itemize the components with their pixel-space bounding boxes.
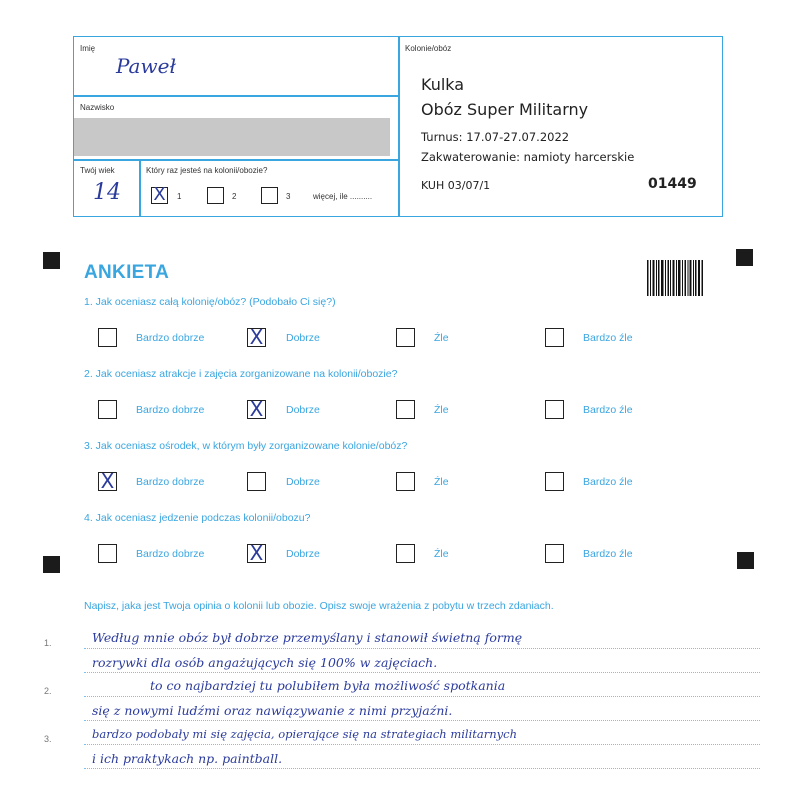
question-2: 2. Jak oceniasz atrakcje i zajęcia zorganizowane na kolonii/obozie? <box>84 368 398 380</box>
camp-name: Kulka <box>421 75 465 94</box>
visit-option-2: 2 <box>232 192 237 201</box>
header-line-2 <box>73 159 398 161</box>
q2-bardzo-zle-label: Bardzo źle <box>583 404 633 416</box>
line-number-3: 3. <box>44 734 52 744</box>
q1-dobrze-checkbox[interactable] <box>247 325 266 349</box>
q1-bardzo-dobrze-label: Bardzo dobrze <box>136 332 205 344</box>
q1-bardzo-zle-label: Bardzo źle <box>583 332 633 344</box>
x-mark-icon: X <box>153 184 166 205</box>
q2-bardzo-dobrze-checkbox[interactable] <box>98 400 117 419</box>
line-number-2: 2. <box>44 686 52 696</box>
wiek-value[interactable]: 14 <box>93 180 121 205</box>
wiecej-label: więcej, ile .......... <box>313 192 373 201</box>
imie-value[interactable]: Paweł <box>116 54 176 78</box>
answer-line-2 <box>84 672 760 673</box>
q2-zle-checkbox[interactable] <box>396 400 415 419</box>
registration-marker-tl <box>43 252 60 269</box>
q1-zle-label: Źle <box>434 332 449 344</box>
q4-bardzo-zle-checkbox[interactable] <box>545 544 564 563</box>
header-line-3 <box>139 159 141 217</box>
q2-bardzo-dobrze-label: Bardzo dobrze <box>136 404 205 416</box>
kolonia-label: Kolonie/obóz <box>405 44 452 53</box>
visit-option-3: 3 <box>286 192 291 201</box>
survey-title: ANKIETA <box>84 262 170 283</box>
barcode <box>647 260 703 296</box>
visit-checkbox-3[interactable] <box>261 187 278 204</box>
opinion-prompt: Napisz, jaka jest Twoja opinia o kolonii lub obozie. Opisz swoje wrażenia z pobytu w trzech zdaniach. <box>84 600 554 612</box>
q3-bardzo-zle-label: Bardzo źle <box>583 476 633 488</box>
registration-marker-tr <box>736 249 753 266</box>
header-divider <box>398 36 400 217</box>
q1-zle-checkbox[interactable] <box>396 328 415 347</box>
q2-dobrze-label: Dobrze <box>286 404 320 416</box>
registration-marker-ml <box>43 556 60 573</box>
q4-bardzo-zle-label: Bardzo źle <box>583 548 633 560</box>
q2-dobrze-checkbox[interactable] <box>247 397 266 421</box>
q4-zle-checkbox[interactable] <box>396 544 415 563</box>
x-mark-icon: X <box>100 469 115 493</box>
header-line-1 <box>73 95 398 97</box>
question-4: 4. Jak oceniasz jedzenie podczas kolonii/obozu? <box>84 512 311 524</box>
q3-zle-checkbox[interactable] <box>396 472 415 491</box>
camp-type: Obóz Super Militarny <box>421 100 589 119</box>
q4-bardzo-dobrze-checkbox[interactable] <box>98 544 117 563</box>
q4-dobrze-label: Dobrze <box>286 548 320 560</box>
camp-number: 01449 <box>648 176 697 192</box>
question-1: 1. Jak oceniasz całą kolonię/obóz? (Podobało Ci się?) <box>84 296 336 308</box>
answer-text-6[interactable]: i ich praktykach np. paintball. <box>92 751 283 766</box>
q3-bardzo-zle-checkbox[interactable] <box>545 472 564 491</box>
answer-line-6 <box>84 768 760 769</box>
q4-bardzo-dobrze-label: Bardzo dobrze <box>136 548 205 560</box>
visit-checkbox-2[interactable] <box>207 187 224 204</box>
x-mark-icon: X <box>249 397 264 421</box>
turnus: Turnus: 17.07-27.07.2022 <box>421 130 570 144</box>
q2-zle-label: Źle <box>434 404 449 416</box>
answer-text-4[interactable]: się z nowymi ludźmi oraz nawiązywanie z nimi przyjaźni. <box>92 703 453 718</box>
q3-bardzo-dobrze-label: Bardzo dobrze <box>136 476 205 488</box>
q4-dobrze-checkbox[interactable] <box>247 541 266 565</box>
q1-bardzo-zle-checkbox[interactable] <box>545 328 564 347</box>
question-3: 3. Jak oceniasz ośrodek, w którym były zorganizowane kolonie/obóz? <box>84 440 408 452</box>
visit-checkbox-1[interactable] <box>151 184 168 205</box>
q1-dobrze-label: Dobrze <box>286 332 320 344</box>
x-mark-icon: X <box>249 541 264 565</box>
line-number-1: 1. <box>44 638 52 648</box>
ktory-raz-label: Który raz jesteś na kolonii/obozie? <box>146 166 268 175</box>
answer-text-2[interactable]: rozrywki dla osób angażujących się 100% w zajęciach. <box>92 655 438 670</box>
x-mark-icon: X <box>249 325 264 349</box>
wiek-label: Twój wiek <box>80 166 115 175</box>
q1-bardzo-dobrze-checkbox[interactable] <box>98 328 117 347</box>
q3-dobrze-label: Dobrze <box>286 476 320 488</box>
q4-zle-label: Źle <box>434 548 449 560</box>
answer-line-4 <box>84 720 760 721</box>
q3-bardzo-dobrze-checkbox[interactable] <box>98 469 117 493</box>
camp-code: KUH 03/07/1 <box>421 179 491 192</box>
answer-text-5[interactable]: bardzo podobały mi się zajęcia, opierające się na strategiach militarnych <box>92 727 518 741</box>
q3-zle-label: Źle <box>434 476 449 488</box>
registration-marker-mr <box>737 552 754 569</box>
zakwaterowanie: Zakwaterowanie: namioty harcerskie <box>421 150 635 164</box>
answer-text-1[interactable]: Według mnie obóz był dobrze przemyślany i stanowił świetną formę <box>92 630 523 645</box>
answer-line-3 <box>84 696 760 697</box>
nazwisko-redacted <box>74 118 390 156</box>
answer-line-5 <box>84 744 760 745</box>
nazwisko-label: Nazwisko <box>80 103 115 112</box>
q3-dobrze-checkbox[interactable] <box>247 472 266 491</box>
imie-label: Imię <box>80 44 96 53</box>
visit-option-1: 1 <box>177 192 182 201</box>
q2-bardzo-zle-checkbox[interactable] <box>545 400 564 419</box>
answer-line-1 <box>84 648 760 649</box>
answer-text-3[interactable]: to co najbardziej tu polubiłem była możliwość spotkania <box>150 678 506 693</box>
